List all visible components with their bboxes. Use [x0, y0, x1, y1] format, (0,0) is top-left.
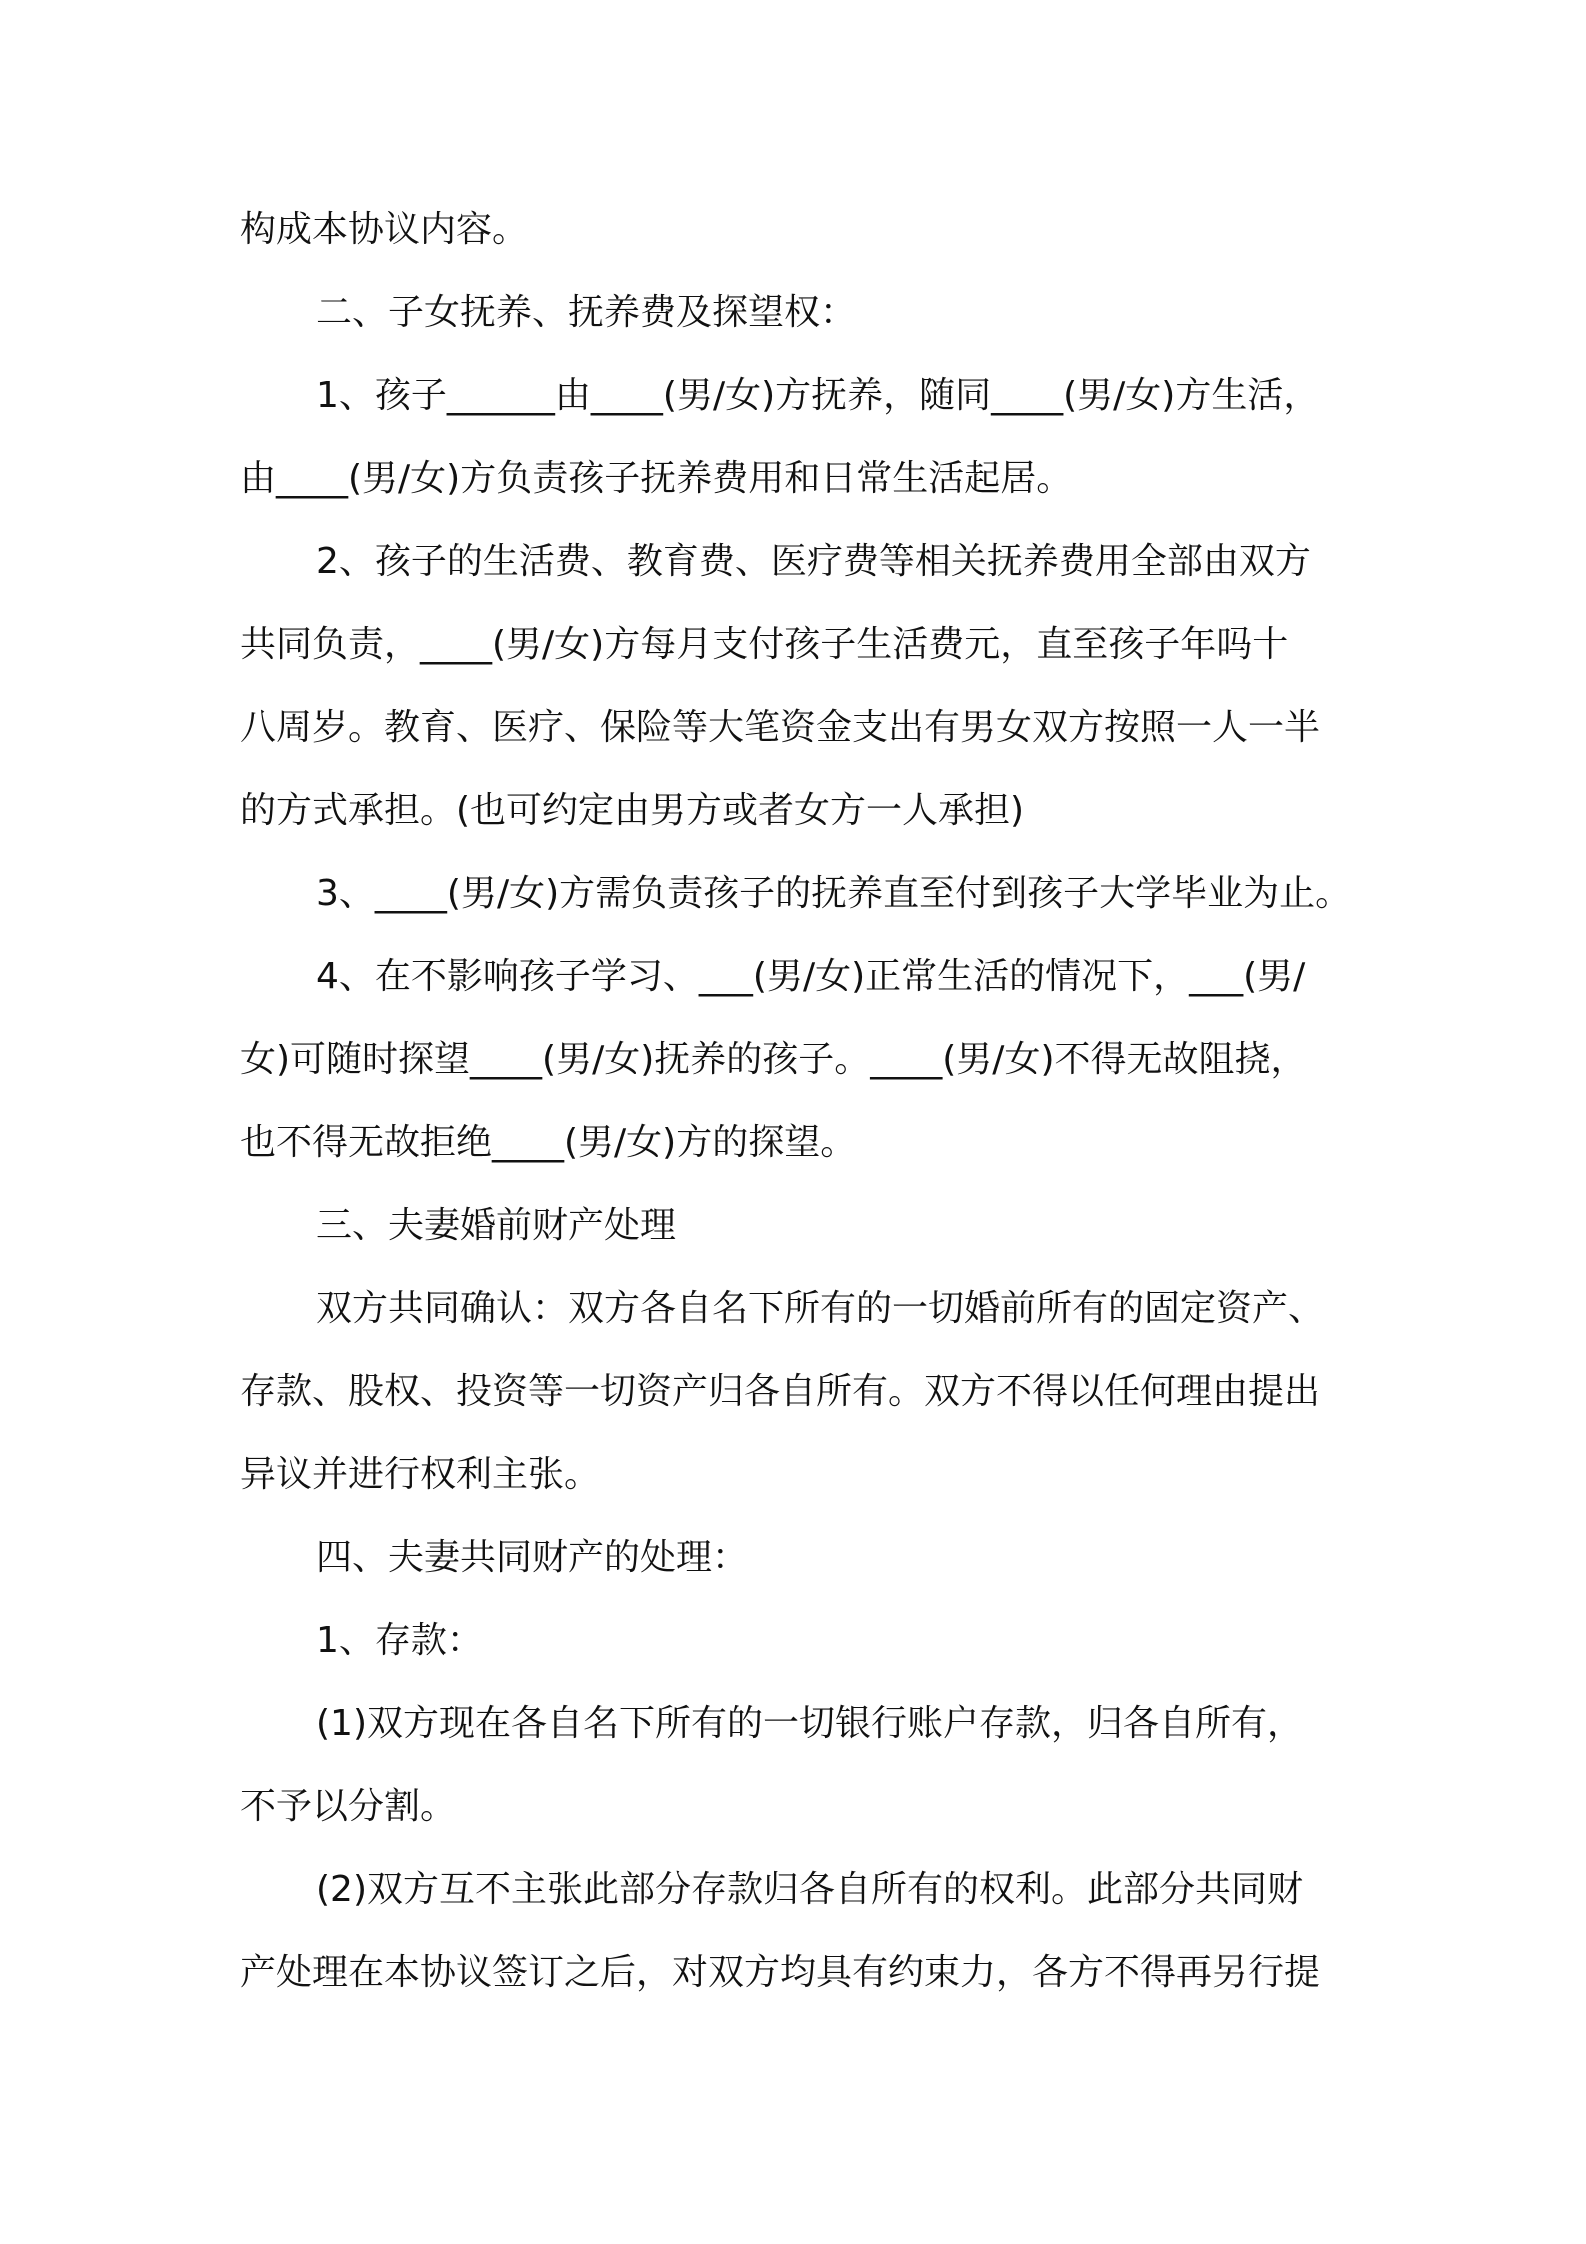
- paragraph-line: 也不得无故拒绝____(男/女)方的探望。: [240, 1122, 857, 1163]
- paragraph-line: (2)双方互不主张此部分存款归各自所有的权利。此部分共同财: [316, 1869, 1303, 1910]
- agreement-text: [240, 188, 1360, 2014]
- paragraph-line: 1、孩子______由____(男/女)方抚养，随同____(男/女)方生活，: [316, 375, 1320, 416]
- paragraph-line: 女)可随时探望____(男/女)抚养的孩子。____(男/女)不得无故阻挠，: [240, 1039, 1307, 1080]
- paragraph-line: 由____(男/女)方负责孩子抚养费用和日常生活起居。: [240, 458, 1073, 499]
- paragraph-line: (1)双方现在各自名下所有的一切银行账户存款，归各自所有，: [316, 1703, 1303, 1744]
- paragraph-line: 异议并进行权利主张。: [240, 1454, 601, 1495]
- section-heading-child-custody: 二、子女抚养、抚养费及探望权：: [316, 292, 857, 333]
- section-heading-premarital-property: 三、夫妻婚前财产处理: [316, 1205, 677, 1246]
- paragraph-line: 2、孩子的生活费、教育费、医疗费等相关抚养费用全部由双方: [316, 541, 1311, 582]
- subsection-heading-deposits: 1、存款：: [316, 1620, 483, 1661]
- paragraph-line: 的方式承担。(也可约定由男方或者女方一人承担): [240, 790, 1025, 831]
- section-heading-joint-property: 四、夫妻共同财产的处理：: [316, 1537, 749, 1578]
- paragraph-line: 八周岁。教育、医疗、保险等大笔资金支出有男女双方按照一人一半: [240, 707, 1321, 748]
- paragraph-line: 共同负责，____(男/女)方每月支付孩子生活费元，直至孩子年吗十: [240, 624, 1289, 665]
- paragraph-line: 4、在不影响孩子学习、___(男/女)正常生活的情况下，___(男/: [316, 956, 1306, 997]
- paragraph-line: 双方共同确认：双方各自名下所有的一切婚前所有的固定资产、: [316, 1288, 1325, 1329]
- paragraph-line: 不予以分割。: [240, 1786, 457, 1827]
- paragraph-line: 3、____(男/女)方需负责孩子的抚养直至付到孩子大学毕业为止。: [316, 873, 1352, 914]
- paragraph-line: 构成本协议内容。: [240, 209, 529, 250]
- paragraph-line: 产处理在本协议签订之后，对双方均具有约束力，各方不得再另行提: [240, 1952, 1321, 1993]
- paragraph-line: 存款、股权、投资等一切资产归各自所有。双方不得以任何理由提出: [240, 1371, 1321, 1412]
